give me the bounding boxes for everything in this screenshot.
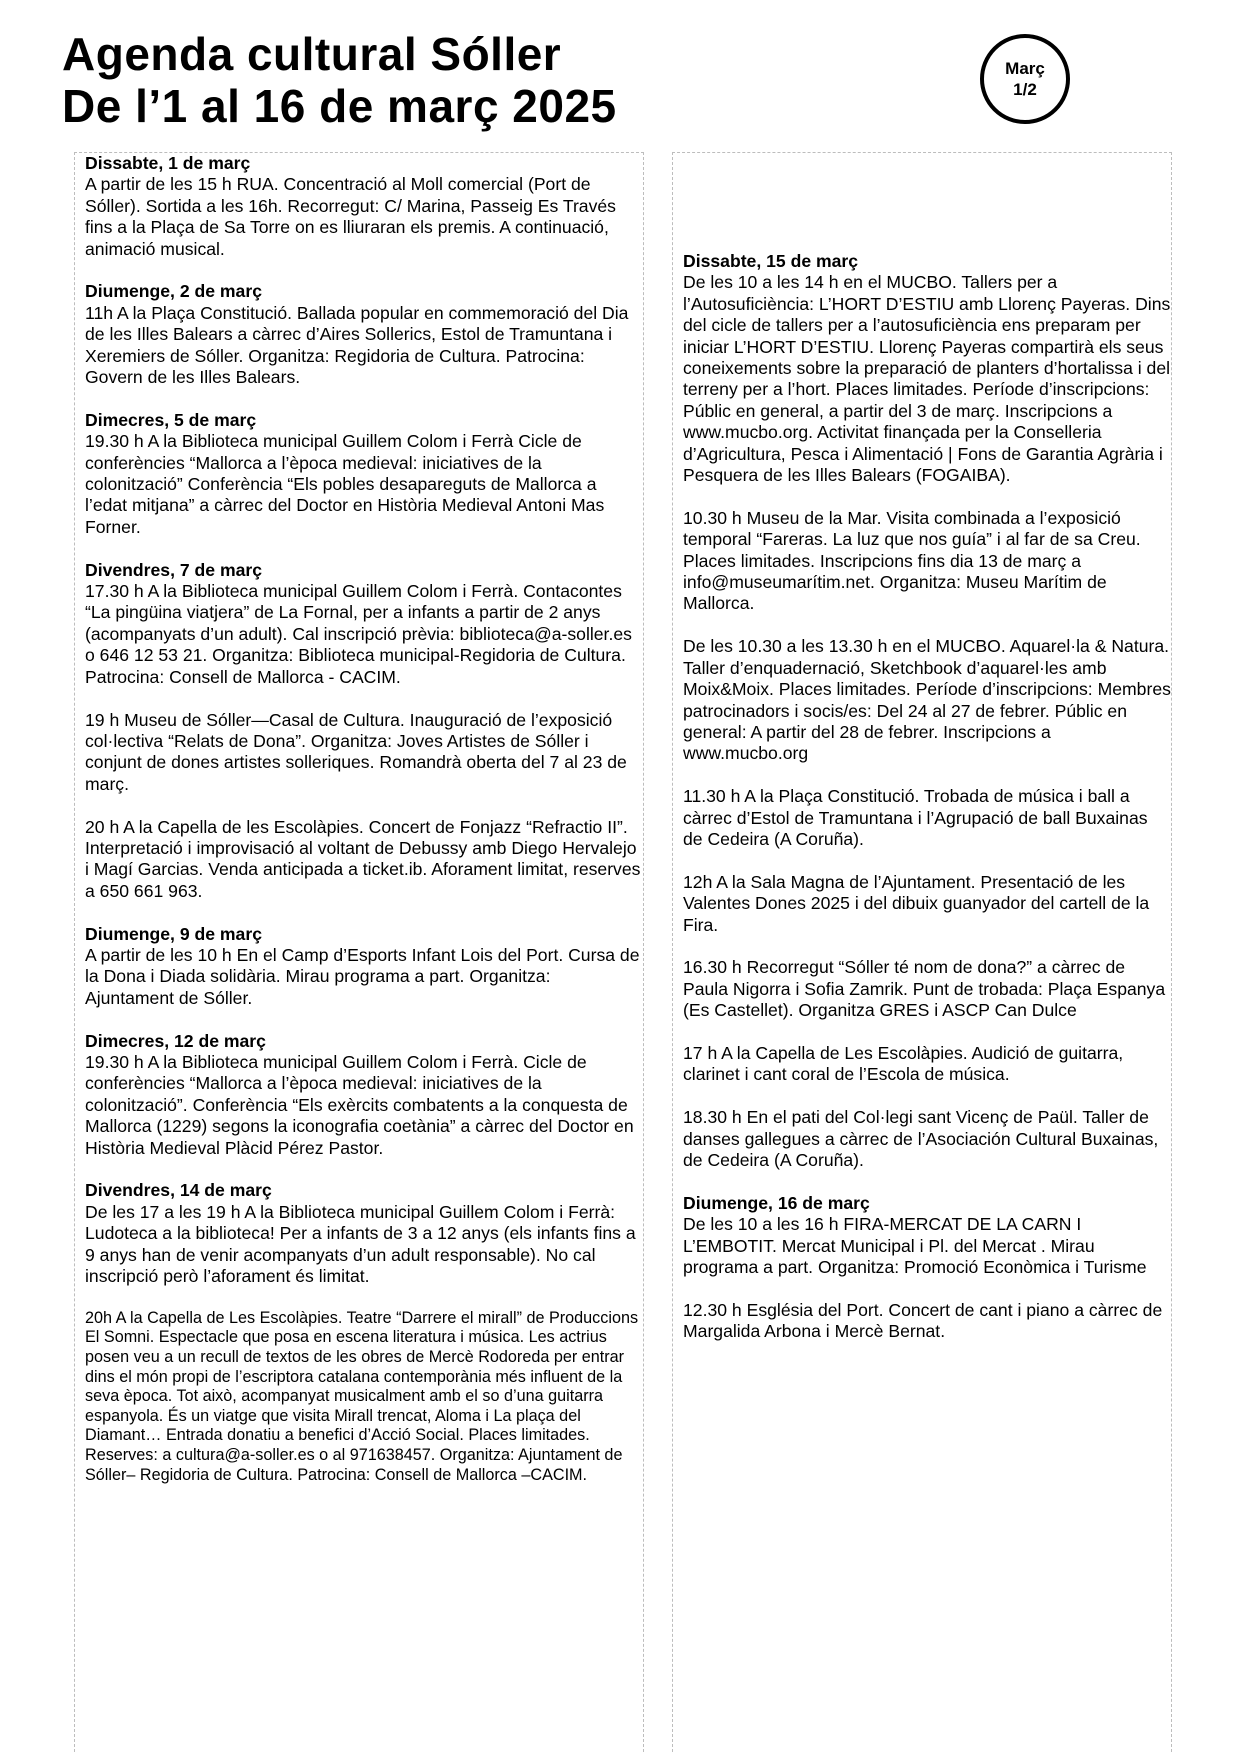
agenda-entry <box>683 1193 1171 1279</box>
agenda-entry <box>683 872 1171 936</box>
entry-text: De les 10 a les 14 h en el MUCBO. Tallers per a l’Autosuficiència: L’HORT D’ESTIU amb Llorenç Payeras. Dins del cicle de tallers per a l’autosuficiència ens preparam per iniciar L’HORT D’ESTIU. Llorenç Payeras compartirà els seus coneixements sobre la preparació de planters d’hortalissa i del terreny per a l’hort. Places limitades. Període d’inscripcions: Públic en general, a partir del 3 de març. Inscripcions a www.mucbo.org. Activitat finançada per la Conselleria d’Agricultura, Pesca i Alimentació | Fons de Garantia Agrària i Pesquera de les Illes Balears (FOGAIBA). <box>683 272 1171 486</box>
entry-text: 10.30 h Museu de la Mar. Visita combinada a l’exposició temporal “Fareras. La luz que nos guía” i al far de sa Creu. Places limitades. Inscripcions fins dia 13 de març a info@museumarítim.net. Organitza: Museu Marítim de Mallorca. <box>683 507 1141 614</box>
agenda-entry <box>85 710 643 796</box>
entry-text: 16.30 h Recorregut “Sóller té nom de dona?” a càrrec de Paula Nigorra i Sofia Zamrik. Punt de trobada: Plaça Espanya (Es Castellet). Organitza GRES i ASCP Can Dulce <box>683 957 1166 1021</box>
entry-day: Dimecres, 12 de març <box>85 1030 266 1051</box>
entry-text: 19.30 h A la Biblioteca municipal Guillem Colom i Ferrà. Cicle de conferències “Mallorca a l’època medieval: iniciatives de la colonització”. Conferència “Els exèrcits combatents a la conquesta de Mallorca (1229) segons la iconografia coetània” a càrrec del Doctor en Història Medieval Plàcid Pérez Pastor. <box>85 1051 634 1158</box>
agenda-entry <box>85 1031 643 1159</box>
agenda-entry <box>683 251 1171 486</box>
entry-text: A partir de les 15 h RUA. Concentració al Moll comercial (Port de Sóller). Sortida a les 16h. Recorregut: C/ Marina, Passeig Es Través fins a la Plaça de Sa Torre on es lliuraran els premis. A continuació, animació musical. <box>85 174 616 259</box>
agenda-entry <box>683 636 1171 764</box>
page-subtitle: De l’1 al 16 de març 2025 <box>62 80 617 132</box>
agenda-entry <box>85 1309 643 1485</box>
entry-text: A partir de les 10 h En el Camp d’Esports Infant Lois del Port. Cursa de la Dona i Diada solidària. Mirau programa a part. Organitza: Ajuntament de Sóller. <box>85 944 640 1008</box>
entry-text: De les 10.30 a les 13.30 h en el MUCBO. Aquarel·la & Natura. Taller d’enquadernació, Sketchbook d’aquarel·les amb Moix&Moix. Places limitades. Període d’inscripcions: Membres patrocinadors i socis/es: Del 24 al 27 de febrer. Públic en general: A partir del 28 de febrer. Inscripcions a www.mucbo.org <box>683 636 1171 764</box>
entry-text: 17 h A la Capella de Les Escolàpies. Audició de guitarra, clarinet i cant coral de l’Escola de música. <box>683 1042 1124 1085</box>
badge-page: 1/2 <box>1013 80 1037 99</box>
agenda-entry <box>85 410 643 538</box>
entry-text: De les 10 a les 16 h FIRA-MERCAT DE LA CARN I L’EMBOTIT. Mercat Municipal i Pl. del Mercat . Mirau programa a part. Organitza: Promoció Econòmica i Turisme <box>683 1214 1147 1277</box>
entry-text: 19 h Museu de Sóller—Casal de Cultura. Inauguració de l’exposició col·lectiva “Relats de Dona”. Organitza: Joves Artistes de Sóller i conjunt de dones artistes solleriques. Romandrà oberta del 7 al 23 de març. <box>85 709 627 794</box>
agenda-entry <box>85 924 643 1010</box>
entry-text: 19.30 h A la Biblioteca municipal Guillem Colom i Ferrà Cicle de conferències “Mallorca a l’època medieval: iniciatives de la colonització” Conferència “Els pobles desapareguts de Mallorca a l’edat mitjana” a càrrec del Doctor en Història Medieval Antoni Mas Forner. <box>85 431 605 537</box>
entry-day: Diumenge, 16 de març <box>683 1192 870 1213</box>
entry-day: Divendres, 14 de març <box>85 1180 272 1201</box>
entry-text: 12h A la Sala Magna de l’Ajuntament. Presentació de les Valentes Dones 2025 i del dibuix guanyador del cartell de la Fira. <box>683 871 1150 935</box>
entry-day: Dissabte, 1 de març <box>85 153 251 173</box>
entry-text: 17.30 h A la Biblioteca municipal Guillem Colom i Ferrà. Contacontes “La pingüina viatjera” de La Fornal, per a infants a partir de 2 anys (acompanyats d’un adult). Cal inscripció prèvia: biblioteca@a-soller.es o 646 12 53 21. Organitza: Biblioteca municipal-Regidoria de Cultura. Patrocina: Consell de Mallorca - CACIM. <box>85 581 632 687</box>
agenda-entry <box>683 1300 1171 1343</box>
agenda-entry <box>683 1107 1171 1171</box>
agenda-entry <box>85 560 643 688</box>
entry-day: Dimecres, 5 de març <box>85 409 257 430</box>
entry-text: 18.30 h En el pati del Col·legi sant Vicenç de Paül. Taller de danses gallegues a càrrec de l’Asociación Cultural Buxainas, de Cedeira (A Coruña). <box>683 1107 1159 1170</box>
entry-day: Divendres, 7 de març <box>85 559 263 580</box>
badge-month: Març <box>1005 59 1045 78</box>
page-header <box>62 28 617 132</box>
agenda-entry <box>683 957 1171 1021</box>
agenda-entry <box>85 153 643 260</box>
entry-day: Diumenge, 2 de març <box>85 281 262 302</box>
entry-day: Diumenge, 9 de març <box>85 923 262 944</box>
entry-day: Dissabte, 15 de març <box>683 251 859 271</box>
agenda-entry <box>85 1180 643 1287</box>
entry-text: 11.30 h A la Plaça Constitució. Trobada de música i ball a càrrec d’Estol de Tramuntana i l’Agrupació de ball Buxainas de Cedeira (A Coruña). <box>683 786 1148 849</box>
entry-text: 20 h A la Capella de les Escolàpies. Concert de Fonjazz “Refractio II”. Interpretació i improvisació al voltant de Debussy amb Diego Hervalejo i Magí Garcias. Venda anticipada a ticket.ib. Aforament limitat, reserves a 650 661 963. <box>85 816 641 901</box>
agenda-entry <box>85 281 643 388</box>
agenda-entry <box>85 817 643 903</box>
entry-text: 11h A la Plaça Constitució. Ballada popular en commemoració del Dia de les Illes Balears a càrrec d’Aires Sollerics, Estol de Tramuntana i Xeremiers de Sóller. Organitza: Regidoria de Cultura. Patrocina: Govern de les Illes Balears. <box>85 302 629 388</box>
entry-text: De les 17 a les 19 h A la Biblioteca municipal Guillem Colom i Ferrà: Ludoteca a la biblioteca! Per a infants de 3 a 12 anys (els infants fins a 9 anys han de venir acompanyats d’un adult responsable). No cal inscripció però l’aforament és limitat. <box>85 1201 636 1286</box>
entry-text: 12.30 h Església del Port. Concert de cant i piano a càrrec de Margalida Arbona i Mercè Bernat. <box>683 1299 1163 1342</box>
entry-text: 20h A la Capella de Les Escolàpies. Teatre “Darrere el mirall” de Produccions El Somni. Espectacle que posa en escena literatura i música. Les actrius posen veu a un recull de textos de les obres de Mercè Rodoreda per entrar dins el món propi de l’escriptora catalana contemporània més influent de la seva època. Tot això, acompanyat musicalment amb el so d’una guitarra espanyola. És un viatge que visita Mirall trencat, Aloma i La plaça del Diamant… Entrada donatiu a benefici d’Acció Social. Places limitades. Reserves: a cultura@a-soller.es o al 971638457. Organitza: Ajuntament de Sóller– Regidoria de Cultura. Patrocina: Consell de Mallorca –CACIM. <box>85 1308 639 1484</box>
right-column <box>672 152 1172 1752</box>
agenda-entry <box>683 1043 1171 1086</box>
month-badge <box>980 34 1070 124</box>
agenda-entry <box>683 786 1171 850</box>
page-title: Agenda cultural Sóller <box>62 28 562 80</box>
agenda-entry <box>683 508 1171 615</box>
left-column <box>74 152 644 1752</box>
